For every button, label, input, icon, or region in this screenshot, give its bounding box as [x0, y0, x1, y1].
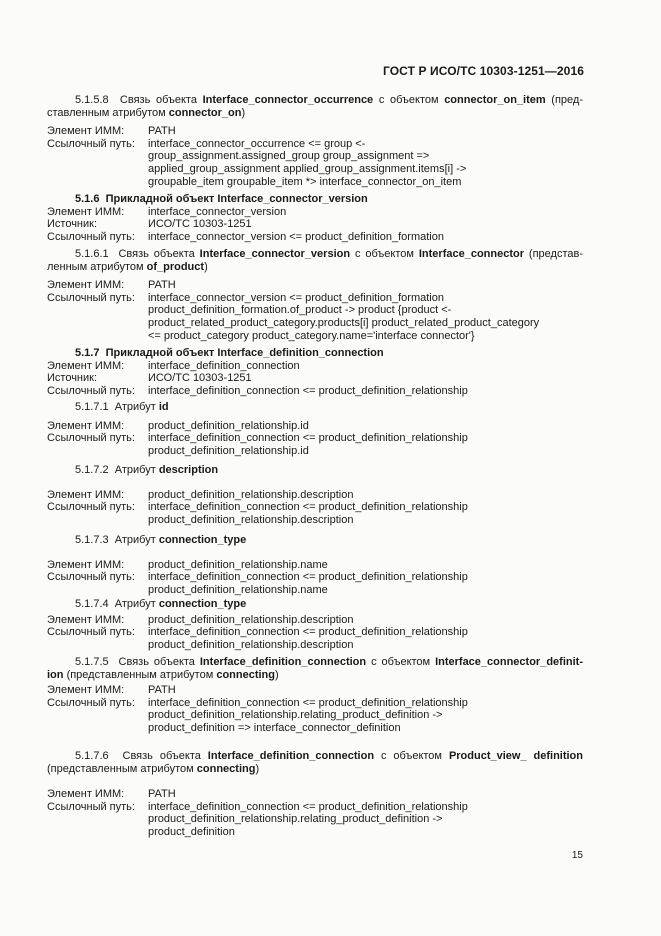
mim-element-row: Элемент ИММ: interface_definition_connection — [47, 359, 300, 372]
section-5-1-6-1 — [47, 248, 583, 342]
reference-path-line: groupable_item groupable_item *> interface_connector_on_item — [148, 175, 462, 188]
section-5-1-7-6 — [47, 750, 583, 839]
reference-path-line: product_definition_formation.of_product -> product {product <- — [148, 304, 452, 317]
section-heading: 5.1.6.1 Связь объекта Interface_connector_version с объектом Interface_connector (представ- — [75, 248, 583, 260]
reference-path-line: group_assignment.assigned_group group_assignment => — [148, 150, 430, 163]
section-heading-cont: ion (представленным атрибутом connecting) — [47, 668, 279, 681]
page-number: 15 — [571, 850, 583, 861]
reference-path-row: Ссылочный путь: interface_definition_connection <= product_definition_relationship — [47, 626, 468, 639]
section-heading: 5.1.7.4 Атрибут connection_type — [75, 598, 247, 610]
section-heading-cont: (представленным атрибутом connecting) — [47, 762, 260, 775]
reference-path-line: product_definition => interface_connector_definition — [148, 721, 401, 734]
section-5-1-7-5 — [47, 656, 583, 735]
reference-path-row: Ссылочный путь: interface_definition_connection <= product_definition_relationship — [47, 432, 468, 445]
reference-path-row: Ссылочный путь: interface_connector_version <= product_definition_formation — [47, 291, 444, 304]
mim-element-row: Элемент ИММ: product_definition_relationship.description — [47, 613, 354, 626]
section-heading: 5.1.7 Прикладной объект Interface_definition_connection — [75, 347, 384, 359]
section-5-1-7-4 — [47, 598, 583, 651]
reference-path-row: Ссылочный путь: interface_definition_connection <= product_definition_relationship — [47, 800, 468, 813]
mim-element-row: Элемент ИММ: interface_connector_version — [47, 205, 287, 218]
section-heading: 5.1.6 Прикладной объект Interface_connector_version — [75, 193, 368, 205]
mim-element-row: Элемент ИММ: product_definition_relationship.name — [47, 558, 328, 571]
section-5-1-7-1 — [47, 401, 583, 457]
section-heading: 5.1.7.5 Связь объекта Interface_definition_connection с объектом Interface_connector_definit- — [75, 656, 583, 668]
mim-element-row: Элемент ИММ: product_definition_relationship.description — [47, 488, 354, 501]
section-5-1-7-3 — [47, 534, 583, 596]
section-5-1-7-2 — [47, 464, 583, 526]
reference-path-row: Ссылочный путь: interface_connector_version <= product_definition_formation — [47, 230, 444, 243]
reference-path-row: Ссылочный путь: interface_definition_connection <= product_definition_relationship — [47, 384, 468, 397]
document-header: ГОСТ Р ИСО/ТС 10303-1251—2016 — [383, 64, 584, 78]
reference-path-line: applied_group_assignment applied_group_assignment.items[i] -> — [148, 162, 467, 175]
section-5-1-6 — [47, 193, 583, 243]
source-row: Источник: ИСО/ТС 10303-1251 — [47, 218, 252, 231]
section-5-1-7 — [47, 347, 583, 397]
reference-path-row: Ссылочный путь: interface_definition_connection <= product_definition_relationship — [47, 501, 468, 514]
source-row: Источник: ИСО/ТС 10303-1251 — [47, 372, 252, 385]
reference-path-line: product_definition_relationship.description — [148, 638, 354, 651]
section-heading: 5.1.7.3 Атрибут connection_type — [75, 534, 247, 546]
mim-element-row: Элемент ИММ: product_definition_relationship.id — [47, 419, 309, 432]
mim-element-row: Элемент ИММ: PATH — [47, 125, 176, 138]
reference-path-line: <= product_category product_category.name='interface connector'} — [148, 329, 475, 342]
reference-path-row: Ссылочный путь: interface_definition_connection <= product_definition_relationship — [47, 571, 468, 584]
mim-element-row: Элемент ИММ: PATH — [47, 684, 176, 697]
reference-path-line: product_definition_relationship.relating_product_definition -> — [148, 709, 443, 722]
reference-path-row: Ссылочный путь: interface_definition_connection <= product_definition_relationship — [47, 696, 468, 709]
section-heading: 5.1.7.2 Атрибут description — [75, 464, 219, 476]
section-heading: 5.1.5.8 Связь объекта Interface_connector_occurrence с объектом connector_on_item (пред- — [75, 94, 583, 106]
section-heading: 5.1.7.1 Атрибут id — [75, 401, 169, 413]
reference-path-line: product_definition_relationship.description — [148, 513, 354, 526]
reference-path-line: product_definition — [148, 825, 235, 838]
reference-path-line: product_related_product_category.products[i] product_related_product_category — [148, 316, 540, 329]
mim-element-row: Элемент ИММ: PATH — [47, 788, 176, 801]
reference-path-row: Ссылочный путь: interface_connector_occurrence <= group <- — [47, 137, 366, 150]
section-heading: 5.1.7.6 Связь объекта Interface_definition_connection с объектом Product_view_ definition — [75, 750, 583, 762]
reference-path-line: product_definition_relationship.id — [148, 444, 309, 457]
reference-path-line: product_definition_relationship.name — [148, 583, 328, 596]
section-heading-cont: ленным атрибутом of_product) — [47, 260, 208, 273]
section-heading-cont: ставленным атрибутом connector_on) — [47, 106, 246, 119]
reference-path-line: product_definition_relationship.relating_product_definition -> — [148, 813, 443, 826]
mim-element-row: Элемент ИММ: PATH — [47, 279, 176, 292]
section-5-1-5-8 — [47, 94, 583, 188]
